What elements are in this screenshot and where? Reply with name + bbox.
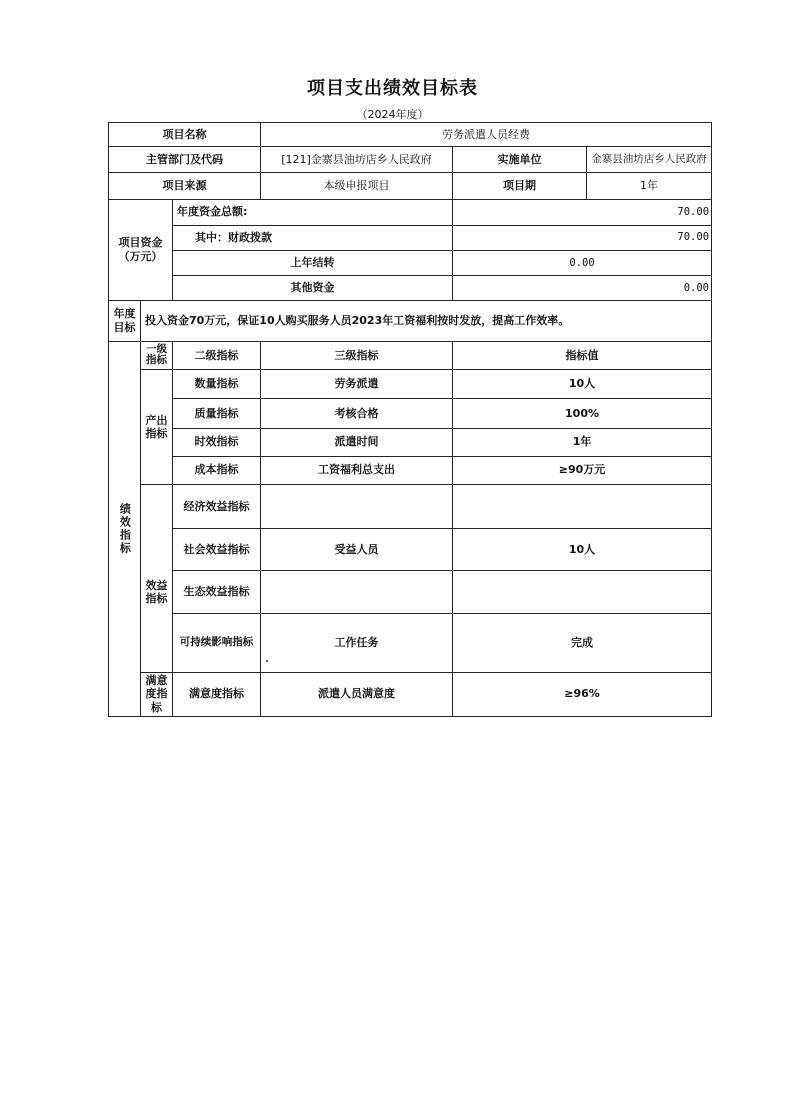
output-value: ≥90万元 [453,456,712,484]
funds-other-value: 0.00 [453,276,712,301]
satisfaction-label: 满意度指标 [141,672,173,716]
output-level2: 时效指标 [173,428,261,456]
period-value: 1年 [587,173,712,199]
project-name-value: 劳务派遣人员经费 [261,123,712,147]
table-row [109,614,712,672]
benefit-level3 [261,570,453,613]
table-row [109,529,712,570]
header-level1: 一级指标 [141,341,173,369]
annual-goal-label-line1: 年度 [113,307,136,321]
benefit-label: 效益指标 [141,484,173,672]
annual-goal-label-line2: 目标 [113,321,136,335]
header-level3: 三级指标 [261,341,453,369]
row-project-name [109,123,712,147]
benefit-value [453,570,712,613]
funds-label-line2: （万元） [118,250,163,264]
output-level3: 工资福利总支出 [261,456,453,484]
output-value: 100% [453,399,712,428]
funds-total-label: 年度资金总额: [173,199,453,225]
header-value: 指标值 [453,341,712,369]
department-value: [121]金寨县油坊店乡人民政府 [261,147,453,173]
output-level2: 数量指标 [173,370,261,399]
row-funds-total [109,199,712,225]
scan-speck [266,660,268,662]
output-level3: 考核合格 [261,399,453,428]
funds-carry-label: 上年结转 [173,251,453,276]
table-row [109,428,712,456]
annual-goal-text: 投入资金70万元，保证10人购买服务人员2023年工资福利按时发放，提高工作效率。 [141,301,712,341]
row-funds-fiscal [109,225,712,250]
output-level2: 成本指标 [173,456,261,484]
funds-fiscal-label: 其中：财政拨款 [173,225,453,250]
output-label: 产出指标 [141,370,173,485]
satisfaction-level2: 满意度指标 [173,672,261,716]
funds-label [109,199,173,301]
table-row [109,570,712,613]
funds-label-line1: 项目资金 [118,236,163,250]
funds-carry-value: 0.00 [453,251,712,276]
period-label: 项目期 [453,173,587,199]
header-level2: 二级指标 [173,341,261,369]
performance-target-table [108,122,712,717]
table-row [109,399,712,428]
table-row [109,370,712,399]
row-performance-header [109,341,712,369]
output-level3: 派遣时间 [261,428,453,456]
benefit-level3 [261,484,453,528]
benefit-level2: 可持续影响指标 [173,614,261,672]
annual-goal-label [109,301,141,341]
benefit-level2: 生态效益指标 [173,570,261,613]
department-label: 主管部门及代码 [109,147,261,173]
implementer-value: 金寨县油坊店乡人民政府 [587,147,712,173]
source-value: 本级申报项目 [261,173,453,199]
benefit-level2: 社会效益指标 [173,529,261,570]
row-department [109,147,712,173]
output-level3: 劳务派遣 [261,370,453,399]
table-row [109,456,712,484]
page-title: 项目支出绩效目标表 [307,78,478,99]
table-row [109,672,712,716]
funds-total-value: 70.00 [453,199,712,225]
implementer-label: 实施单位 [453,147,587,173]
output-value: 1年 [453,428,712,456]
project-name-label: 项目名称 [109,123,261,147]
source-label: 项目来源 [109,173,261,199]
funds-other-label: 其他资金 [173,276,453,301]
benefit-value: 完成 [453,614,712,672]
row-annual-goal [109,301,712,341]
row-funds-carry [109,251,712,276]
benefit-level2: 经济效益指标 [173,484,261,528]
performance-label [109,341,141,716]
performance-label-text: 绩效指标 [118,502,132,555]
row-funds-other [109,276,712,301]
satisfaction-value: ≥96% [453,672,712,716]
funds-fiscal-value: 70.00 [453,225,712,250]
output-level2: 质量指标 [173,399,261,428]
year-subtitle: （2024年度） [356,108,429,121]
output-value: 10人 [453,370,712,399]
benefit-level3: 工作任务 [261,614,453,672]
row-source [109,173,712,199]
benefit-level3: 受益人员 [261,529,453,570]
benefit-value: 10人 [453,529,712,570]
satisfaction-level3: 派遣人员满意度 [261,672,453,716]
benefit-value [453,484,712,528]
table-row [109,484,712,528]
